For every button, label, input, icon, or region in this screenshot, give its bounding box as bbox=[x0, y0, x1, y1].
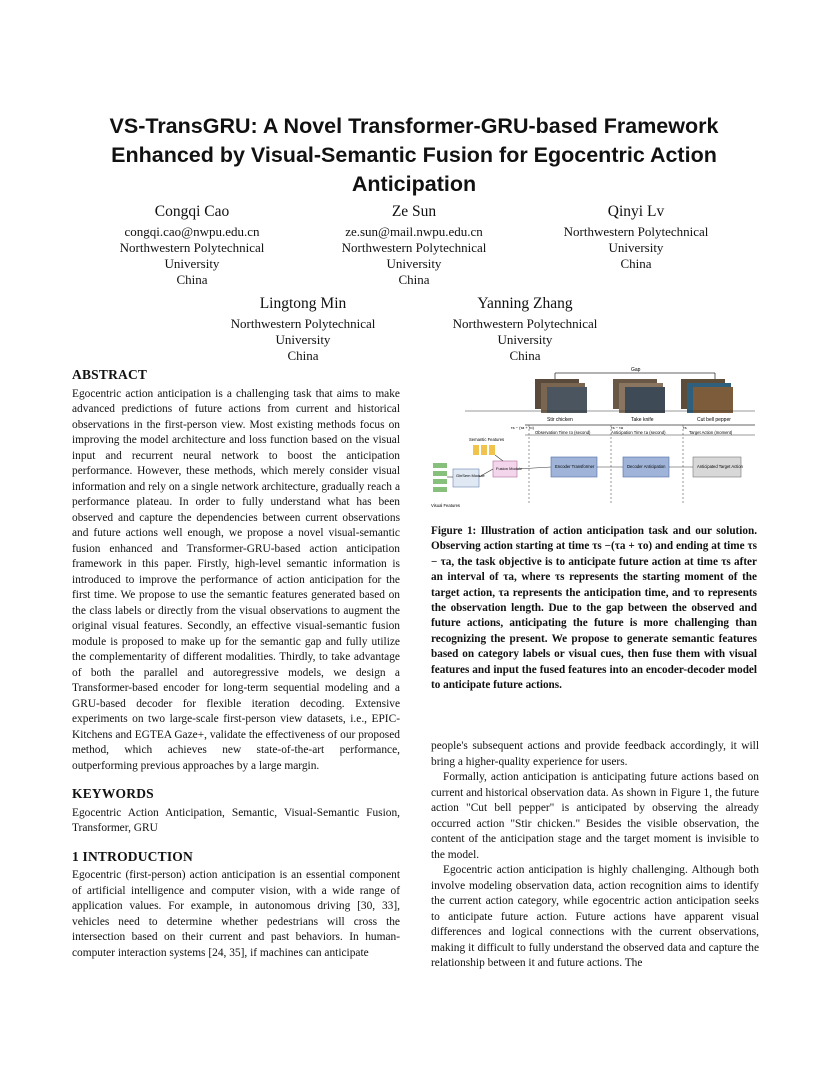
author-country: China bbox=[398, 272, 430, 287]
target-action-label: Target Action (moment) bbox=[689, 430, 733, 435]
author-affiliation: University bbox=[164, 256, 220, 271]
tau-ant-label: τs − τa bbox=[611, 425, 623, 430]
author-country: China bbox=[509, 348, 541, 363]
author-affiliation: Northwestern Polytechnical bbox=[119, 240, 265, 255]
intro-paragraph: Formally, action anticipation is anticipating future actions based on current and historical observation data. As shown in Figure 1, the future action "Cut bell pepper" is anticipated by observing the already occurred action "Stir chicken." Besides the visible observation, the content of the anticipation stage and the target moment is invisible to the model. bbox=[431, 771, 759, 861]
visual-feature-bar bbox=[433, 463, 447, 468]
intro-paragraph-continued: people's subsequent actions and provide feedback accordingly, it will bring a higher-quality experience for users. bbox=[431, 740, 759, 768]
visual-feature-bar bbox=[433, 471, 447, 476]
frame-thumbnails-2 bbox=[613, 379, 665, 413]
author-country: China bbox=[620, 256, 652, 271]
author-affiliation: University bbox=[275, 332, 331, 347]
author-email[interactable]: congqi.cao@nwpu.edu.cn bbox=[124, 224, 260, 239]
tau-obs-label: τs − (τa + τo) bbox=[511, 425, 534, 430]
keywords-text: Egocentric Action Anticipation, Semantic, Visual-Semantic Fusion, Transformer, GRU bbox=[72, 806, 400, 834]
intro-paragraph: Egocentric (first-person) action anticipation is an essential component of artificial intelligence and computer vision, with a wide range of application values. For example, in autonomous driving [30, 33], vehicles need to determine whether pedestrians will cross the intersection based on their current and past behaviors. In human-computer interaction systems [24, 35], if machines can anticipate bbox=[72, 869, 400, 959]
gap-label: Gap bbox=[631, 367, 641, 373]
frame-thumbnails-1 bbox=[535, 379, 587, 413]
left-column bbox=[72, 367, 400, 961]
author-block bbox=[415, 294, 635, 364]
abstract-heading: ABSTRACT bbox=[72, 367, 148, 382]
introduction-heading: 1 INTRODUCTION bbox=[72, 848, 193, 864]
encoder-label: Encoder Transformer bbox=[555, 464, 595, 469]
visual-feature-bar bbox=[433, 487, 447, 492]
author-name: Congqi Cao bbox=[154, 203, 230, 220]
author-affiliation: Northwestern Polytechnical bbox=[341, 240, 487, 255]
author-name: Ze Sun bbox=[391, 203, 437, 220]
keywords-heading: KEYWORDS bbox=[72, 786, 154, 801]
visual-features-label: Visual Features bbox=[431, 503, 461, 508]
author-affiliation: Northwestern Polytechnical bbox=[452, 316, 598, 331]
visual-feature-bar bbox=[433, 479, 447, 484]
author-affiliation: Northwestern Polytechnical bbox=[230, 316, 376, 331]
observation-time-label: Observation Time τo (second) bbox=[535, 430, 591, 435]
semantic-features-label: Semantic Features bbox=[469, 437, 505, 442]
author-affiliation: University bbox=[608, 240, 664, 255]
author-block bbox=[193, 294, 413, 364]
anticipation-time-label: Anticipation Time τa (second) bbox=[611, 430, 666, 435]
author-name: Yanning Zhang bbox=[477, 295, 573, 312]
author-affiliation: University bbox=[386, 256, 442, 271]
ginsem-module-box bbox=[453, 469, 479, 487]
fusion-module-label: Fusion Module bbox=[496, 466, 523, 471]
author-country: China bbox=[287, 348, 319, 363]
frame-label: Cut bell pepper bbox=[697, 417, 731, 423]
decoder-label: Decoder Anticipation bbox=[627, 464, 666, 469]
figure-caption: Figure 1: Illustration of action anticipation task and our solution. Observing action starting at time τs −(τa + τo) and ending at time τs − τa, the task objective is to anticipate future action at time τs after an interval of τa, where τs represents the starting moment of the target action, τa represents the anticipation time, and τo represents the observation length. Due to the gap between the observed and future actions, anticipating the future is more challenging than recognizing the present. We propose to generate semantic features based on category labels or visual cues, then fuse them with visual features and input the fused features into an encoder-decoder model to anticipate future actions. bbox=[431, 525, 757, 692]
author-name: Qinyi Lv bbox=[607, 203, 665, 220]
author-email[interactable]: ze.sun@mail.nwpu.edu.cn bbox=[345, 224, 483, 239]
tau-s-label: τs bbox=[683, 425, 687, 430]
frame-label: Take knife bbox=[631, 417, 654, 423]
author-name: Lingtong Min bbox=[259, 295, 347, 312]
intro-paragraph: Egocentric action anticipation is highly challenging. Although both involve modeling observation data, action recognition aims to identify the current action category, while egocentric action anticipation seeks to anticipate future action. Future actions have apparent visual differences and logical connections with the current observations, making it difficult to fully understand the observed data and capture the relationship between it and future actions. The bbox=[431, 864, 759, 969]
ginsem-module-label: GinSem Module bbox=[456, 473, 485, 478]
frame-label: Stir chicken bbox=[547, 417, 573, 423]
author-block bbox=[304, 202, 524, 288]
author-affiliation: Northwestern Polytechnical bbox=[563, 224, 709, 239]
author-affiliation: University bbox=[497, 332, 553, 347]
abstract-text: Egocentric action anticipation is a challenging task that aims to make advanced predictions of future actions from current and historical observations in the first-person view. Most existing methods focus on improving the model architecture and loss function based on the visual input and recurrent neural network to boost the anticipation performance. However, these methods, which merely consider visual information and rely on a single network architecture, gradually reach a performance plateau. In order to fully understand what has been observed and capture the dependencies between current observations and future actions well enough, we propose a novel visual-semantic fusion enhanced and Transformer-GRU-based action anticipation framework in this paper. Firstly, high-level semantic information is introduced to improve the performance of action anticipation for the first time. We propose to use the semantic features generated based on the class labels or directly from the visual observations to augment the original visual features. Secondly, an effective visual-semantic fusion module is proposed to make up for the semantic gap and fully utilize the complementarity of different modalities. Thirdly, to take advantage of both the parallel and autoregressive models, we design a Transformer-based encoder for long-term sequential modeling and a GRU-based decoder for flexible iteration decoding. Extensive experiments on two large-scale first-person view datasets, i.e., EPIC-Kitchens and EGTEA Gaze+, validate the effectiveness of our proposed method, which achieves new state-of-the-art performance, outperforming previous approaches by a large margin. bbox=[72, 387, 400, 772]
semantic-feature-bar bbox=[489, 445, 495, 455]
author-block bbox=[526, 202, 746, 272]
frame-thumbnails-3 bbox=[681, 379, 733, 413]
semantic-feature-bar bbox=[481, 445, 487, 455]
right-column bbox=[431, 739, 759, 972]
author-block bbox=[82, 202, 302, 288]
paper-title: VS-TransGRU: A Novel Transformer-GRU-based Framework Enhanced by Visual-Semantic Fusion for Egocentric Action Anticipation bbox=[109, 114, 719, 196]
author-country: China bbox=[176, 272, 208, 287]
anticipated-label: Anticipated Target Action bbox=[697, 464, 744, 469]
figure-1-diagram bbox=[425, 365, 760, 515]
semantic-feature-bar bbox=[473, 445, 479, 455]
